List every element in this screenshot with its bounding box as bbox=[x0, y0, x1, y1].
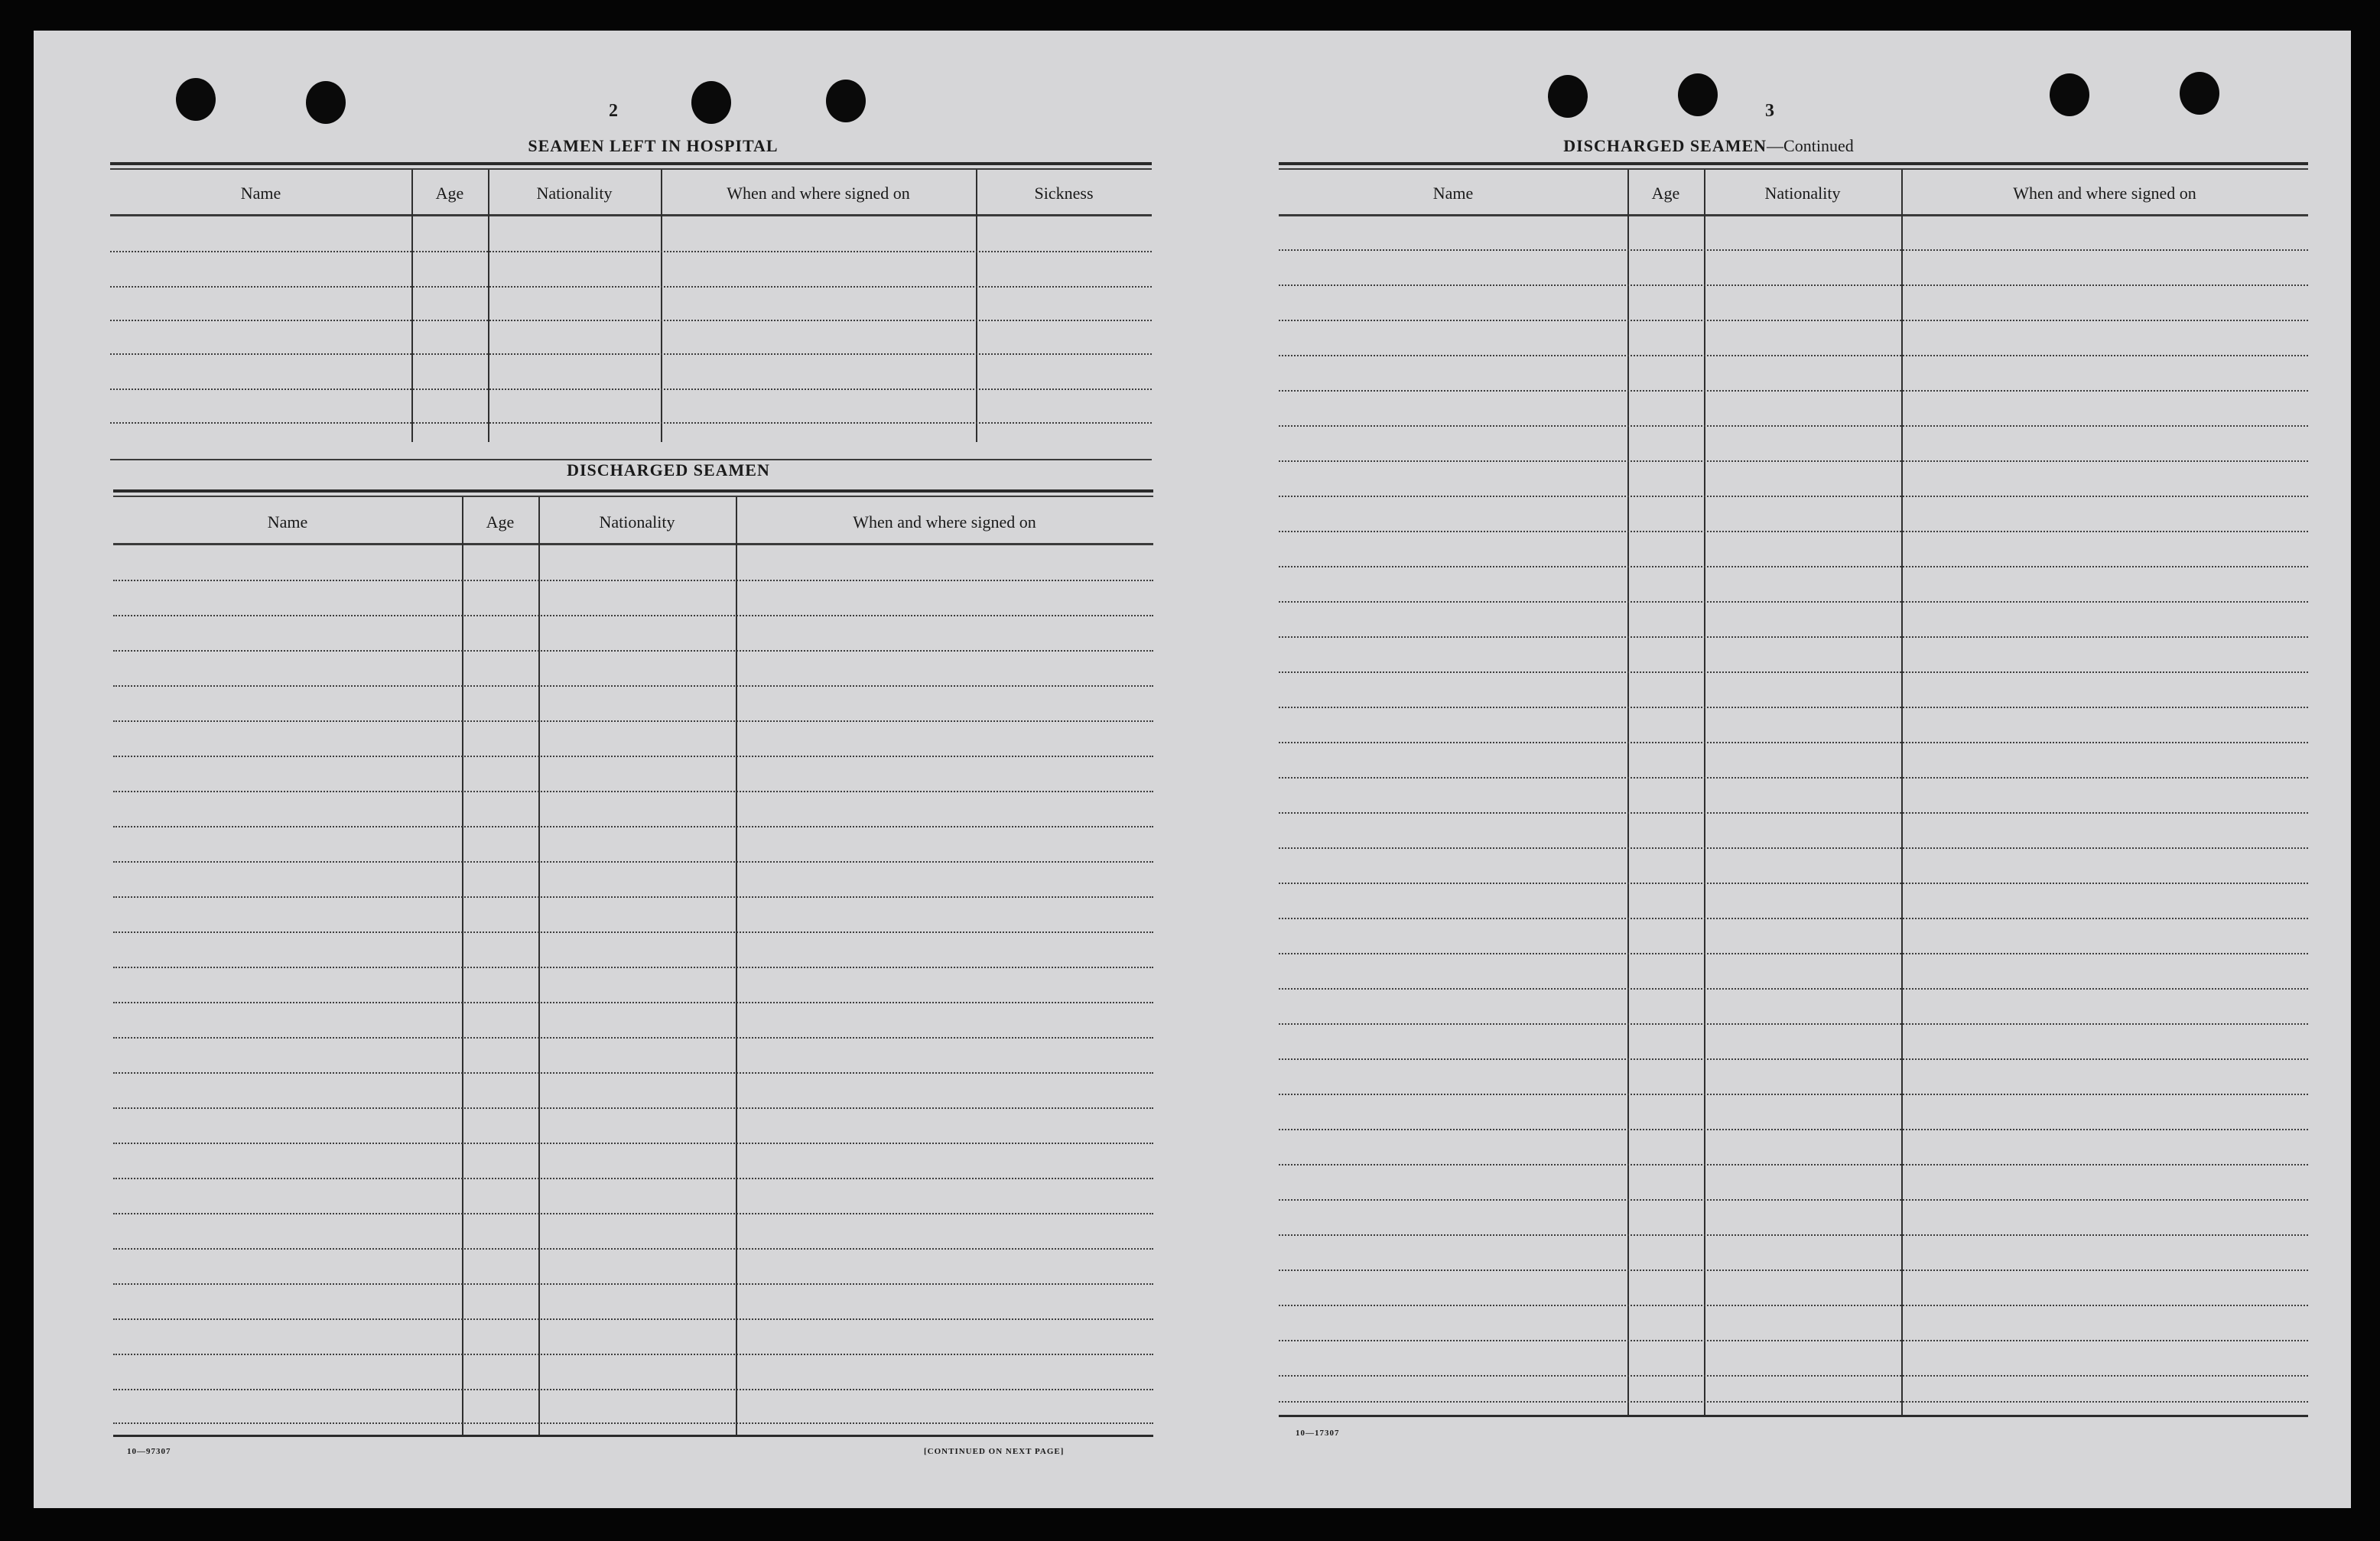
continued-note: [CONTINUED ON NEXT PAGE] bbox=[924, 1447, 1065, 1456]
punch-hole bbox=[1678, 73, 1718, 116]
discharged-table-title: DISCHARGED SEAMEN bbox=[567, 460, 770, 480]
hospital-col-age: Age bbox=[435, 184, 464, 203]
continued-col-age: Age bbox=[1651, 184, 1680, 203]
discharged-continued-title bbox=[1533, 136, 1884, 156]
punch-hole bbox=[1548, 75, 1588, 118]
discharged-continued-title-suffix: —Continued bbox=[1767, 136, 1854, 155]
punch-hole bbox=[176, 78, 216, 121]
discharged-col-name: Name bbox=[267, 512, 308, 532]
left-page-number: 2 bbox=[609, 101, 618, 121]
document-sheet bbox=[34, 31, 2351, 1508]
right-form-code: 10—17307 bbox=[1296, 1429, 1340, 1438]
discharged-table bbox=[113, 489, 1153, 1468]
continued-col-nationality: Nationality bbox=[1764, 184, 1841, 203]
punch-hole bbox=[306, 81, 346, 124]
hospital-col-sickness: Sickness bbox=[1034, 184, 1094, 203]
punch-hole bbox=[2180, 72, 2219, 115]
punch-hole bbox=[826, 80, 866, 122]
left-form-code: 10—97307 bbox=[127, 1447, 171, 1456]
punch-hole bbox=[2050, 73, 2089, 116]
continued-col-name: Name bbox=[1432, 184, 1474, 203]
discharged-continued-title-main: DISCHARGED SEAMEN bbox=[1563, 136, 1767, 155]
punch-hole bbox=[691, 81, 731, 124]
discharged-continued-table bbox=[1279, 162, 2308, 1462]
hospital-table bbox=[110, 162, 1152, 474]
hospital-table-title: SEAMEN LEFT IN HOSPITAL bbox=[528, 136, 779, 155]
hospital-col-nationality: Nationality bbox=[536, 184, 613, 203]
hospital-col-name: Name bbox=[240, 184, 281, 203]
discharged-col-signed-on: When and where signed on bbox=[853, 512, 1036, 532]
right-page-number: 3 bbox=[1765, 101, 1774, 121]
discharged-col-age: Age bbox=[486, 512, 515, 532]
hospital-col-signed-on: When and where signed on bbox=[727, 184, 910, 203]
discharged-col-nationality: Nationality bbox=[599, 512, 675, 532]
continued-col-signed-on: When and where signed on bbox=[2013, 184, 2196, 203]
